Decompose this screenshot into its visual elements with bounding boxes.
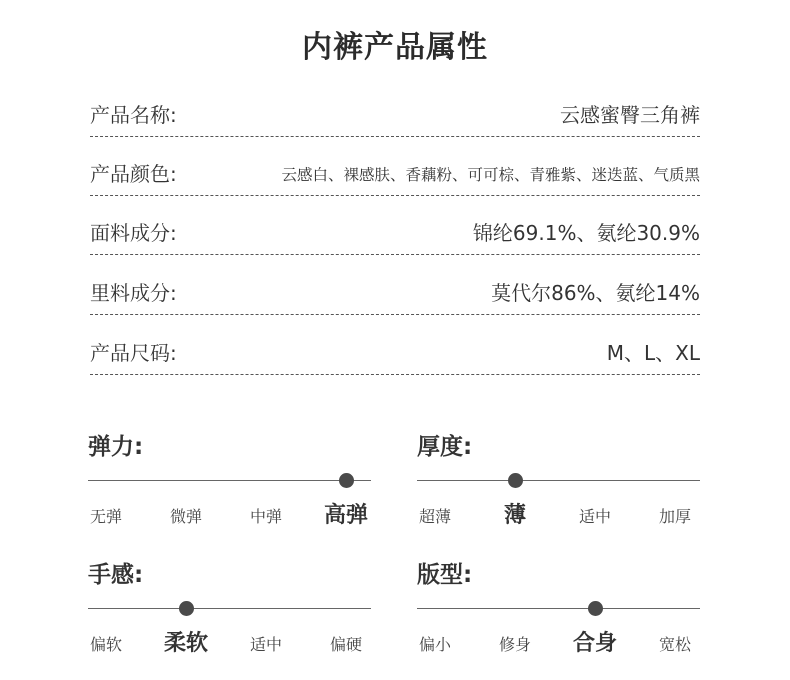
- page-title: 内裤产品属性: [302, 30, 488, 65]
- attr-value: 莫代尔86%、氨纶14%: [491, 281, 700, 305]
- scale-option: 修身: [498, 635, 531, 654]
- scale-option: 适中: [249, 635, 282, 654]
- scale-elasticity: [88, 428, 373, 548]
- scale-knob: [339, 473, 354, 488]
- attr-value: 锦纶69.1%、氨纶30.9%: [472, 221, 700, 245]
- scale-option: 宽松: [658, 635, 691, 654]
- scale-knob: [179, 601, 194, 616]
- scale-feel: [88, 556, 373, 676]
- scale-option: 合身: [572, 631, 617, 656]
- scale-option: 偏硬: [329, 635, 362, 654]
- scale-knob: [588, 601, 603, 616]
- scale-track: [417, 480, 700, 481]
- attr-row-color: [90, 155, 700, 196]
- scale-option: 超薄: [418, 507, 451, 526]
- scale-option: 柔软: [163, 631, 208, 656]
- scale-option: 偏软: [89, 635, 122, 654]
- scale-option: 无弹: [89, 507, 122, 526]
- attr-value: M、L、XL: [606, 341, 700, 365]
- scale-title: 弹力:: [88, 434, 144, 460]
- attr-value: 云感蜜臀三角裤: [560, 103, 700, 127]
- scale-thickness: [417, 428, 702, 548]
- scale-option: 适中: [578, 507, 611, 526]
- attr-label: 面料成分:: [90, 221, 177, 245]
- scale-option: 微弹: [169, 507, 202, 526]
- attr-row-name: [90, 96, 700, 137]
- scale-knob: [508, 473, 523, 488]
- scale-title: 手感:: [88, 562, 144, 588]
- scale-title: 厚度:: [417, 434, 473, 460]
- scale-option: 中弹: [249, 507, 282, 526]
- scale-track: [88, 480, 371, 481]
- attr-label: 产品尺码:: [90, 341, 177, 365]
- scale-option: 偏小: [418, 635, 451, 654]
- attr-row-lining: [90, 274, 700, 315]
- attr-label: 产品名称:: [90, 103, 177, 127]
- attr-label: 里料成分:: [90, 281, 177, 305]
- attr-row-size: [90, 334, 700, 375]
- scale-track: [417, 608, 700, 609]
- scale-title: 版型:: [417, 562, 473, 588]
- attr-value: 云感白、裸感肤、香藕粉、可可棕、青雅紫、迷迭蓝、气质黑: [281, 166, 700, 184]
- scale-option: 薄: [503, 503, 526, 528]
- scale-option: 高弹: [323, 503, 368, 528]
- attr-label: 产品颜色:: [90, 162, 177, 186]
- scale-option: 加厚: [658, 507, 691, 526]
- scale-fit: [417, 556, 702, 676]
- scale-track: [88, 608, 371, 609]
- attr-row-fabric: [90, 214, 700, 255]
